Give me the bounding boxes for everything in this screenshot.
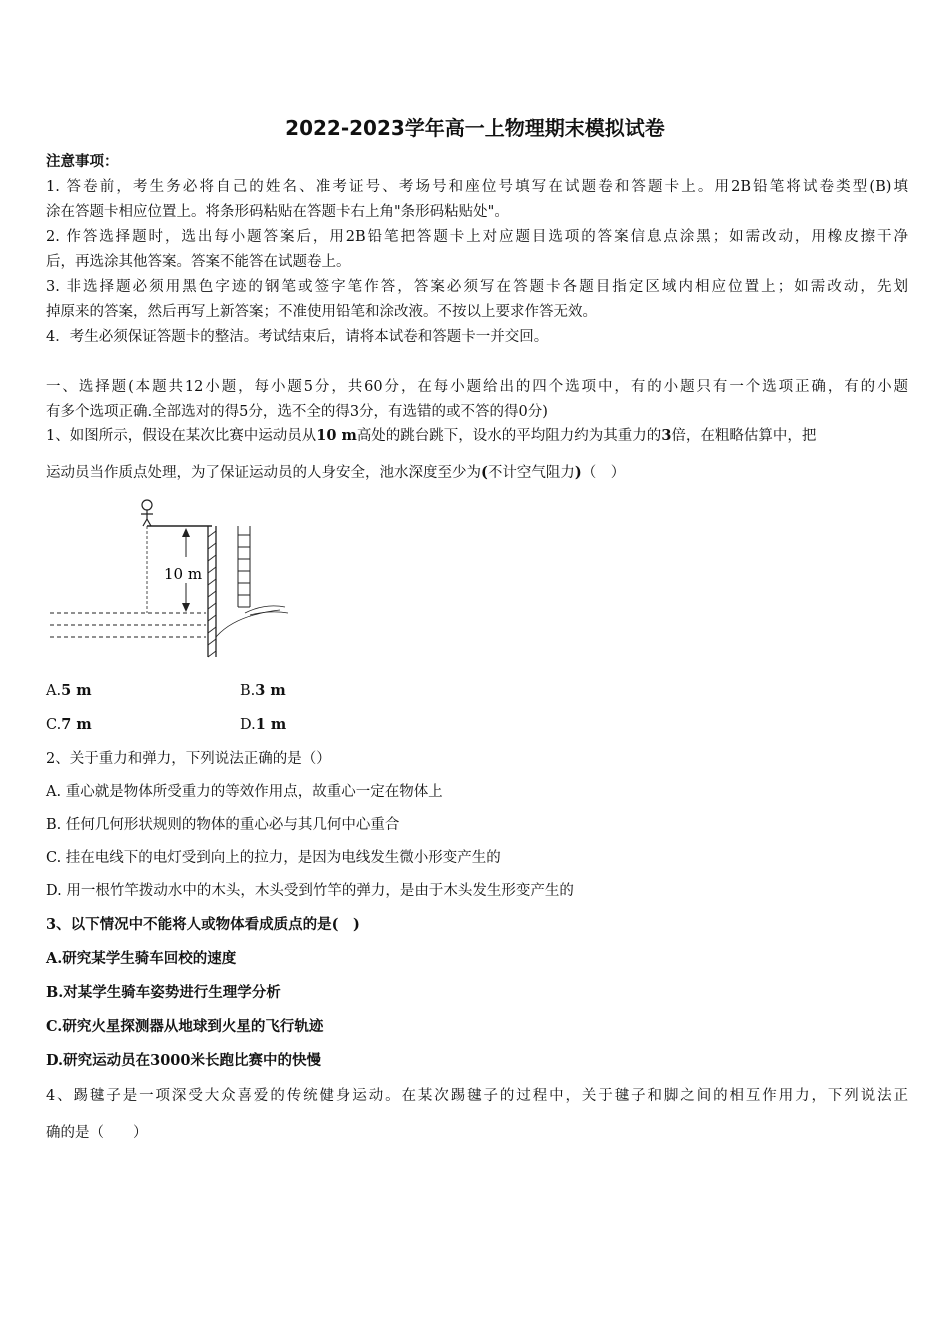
wall-hatch bbox=[208, 531, 216, 657]
q1-option-a[interactable]: A.5 m bbox=[46, 682, 92, 699]
q1-option-d[interactable]: D.1 m bbox=[240, 716, 287, 733]
notice-line: 掉原来的答案，然后再写上新答案；不准使用铅笔和涂改液。不按以上要求作答无效。 bbox=[46, 304, 597, 320]
arrow-head-down bbox=[182, 603, 190, 612]
arrow-head-up bbox=[182, 528, 190, 537]
water-surface bbox=[50, 613, 206, 637]
question-2-stem: 2、关于重力和弹力，下列说法正确的是（） bbox=[46, 751, 331, 767]
q1-option-c[interactable]: C.7 m bbox=[46, 716, 92, 733]
q3-option-b[interactable]: B.对某学生骑车姿势进行生理学分析 bbox=[46, 984, 281, 1001]
diver-body bbox=[141, 510, 153, 526]
q2-option-a[interactable]: A. 重心就是物体所受重力的等效作用点，故重心一定在物体上 bbox=[46, 784, 443, 800]
section-heading-cont: 有多个选项正确.全部选对的得5分，选不全的得3分，有选错的或不答的得0分) bbox=[46, 404, 548, 420]
notice-heading: 注意事项： bbox=[46, 153, 119, 170]
question-4-stem: 4、踢毽子是一项深受大众喜爱的传统健身运动。在某次踢毽子的过程中，关于毽子和脚之间的相互作用力，下列说法正 bbox=[46, 1088, 908, 1104]
ladder bbox=[238, 526, 250, 607]
notice-line: 2. 作答选择题时，选出每小题答案后，用2B铅笔把答题卡上对应题目选项的答案信息点涂黑；如需改动，用橡皮擦干净 bbox=[46, 229, 908, 245]
diving-platform-figure bbox=[40, 495, 300, 665]
question-3-stem: 3、以下情况中不能将人或物体看成质点的是( ) bbox=[46, 916, 360, 933]
section-heading: 一、选择题(本题共12小题，每小题5分，共60分，在每小题给出的四个选项中，有的小题只有一个选项正确，有的小题 bbox=[46, 379, 908, 395]
notice-line: 涂在答题卡相应位置上。将条形码粘贴在答题卡右上角"条形码粘贴处"。 bbox=[46, 204, 509, 220]
notice-line: 4．考生必须保证答题卡的整洁。考试结束后，请将本试卷和答题卡一并交回。 bbox=[46, 329, 549, 345]
question-1-stem: 1、如图所示，假设在某次比赛中运动员从10 m高处的跳台跳下，设水的平均阻力约为其重力的3倍，在粗略估算中，把 bbox=[46, 427, 817, 444]
notice-line: 1. 答卷前，考生务必将自己的姓名、准考证号、考场号和座位号填写在试题卷和答题卡上。用2B铅笔将试卷类型(B)填 bbox=[46, 179, 908, 195]
page-title: 2022-2023学年高一上物理期末模拟试卷 bbox=[285, 116, 665, 140]
ground-slope bbox=[216, 606, 288, 637]
notice-line: 后，再选涂其他答案。答案不能答在试题卷上。 bbox=[46, 254, 351, 270]
q3-option-a[interactable]: A.研究某学生骑车回校的速度 bbox=[46, 950, 237, 967]
q2-option-d[interactable]: D. 用一根竹竿拨动水中的木头，木头受到竹竿的弹力，是由于木头发生形变产生的 bbox=[46, 883, 574, 899]
notice-line: 3. 非选择题必须用黑色字迹的钢笔或签字笔作答，答案必须写在答题卡各题目指定区域内相应位置上；如需改动，先划 bbox=[46, 279, 908, 295]
q3-option-d[interactable]: D.研究运动员在3000米长跑比赛中的快慢 bbox=[46, 1052, 321, 1069]
q2-option-b[interactable]: B. 任何几何形状规则的物体的重心必与其几何中心重合 bbox=[46, 817, 400, 833]
q1-option-b[interactable]: B.3 m bbox=[240, 682, 286, 699]
diver-head bbox=[142, 500, 152, 510]
question-4-stem-cont: 确的是（ ） bbox=[46, 1125, 148, 1141]
height-label: 10 m bbox=[164, 565, 203, 583]
question-1-stem-cont: 运动员当作质点处理，为了保证运动员的人身安全，池水深度至少为(不计空气阻力)（ ） bbox=[46, 464, 626, 481]
q3-option-c[interactable]: C.研究火星探测器从地球到火星的飞行轨迹 bbox=[46, 1018, 324, 1035]
q2-option-c[interactable]: C. 挂在电线下的电灯受到向上的拉力，是因为电线发生微小形变产生的 bbox=[46, 850, 501, 866]
